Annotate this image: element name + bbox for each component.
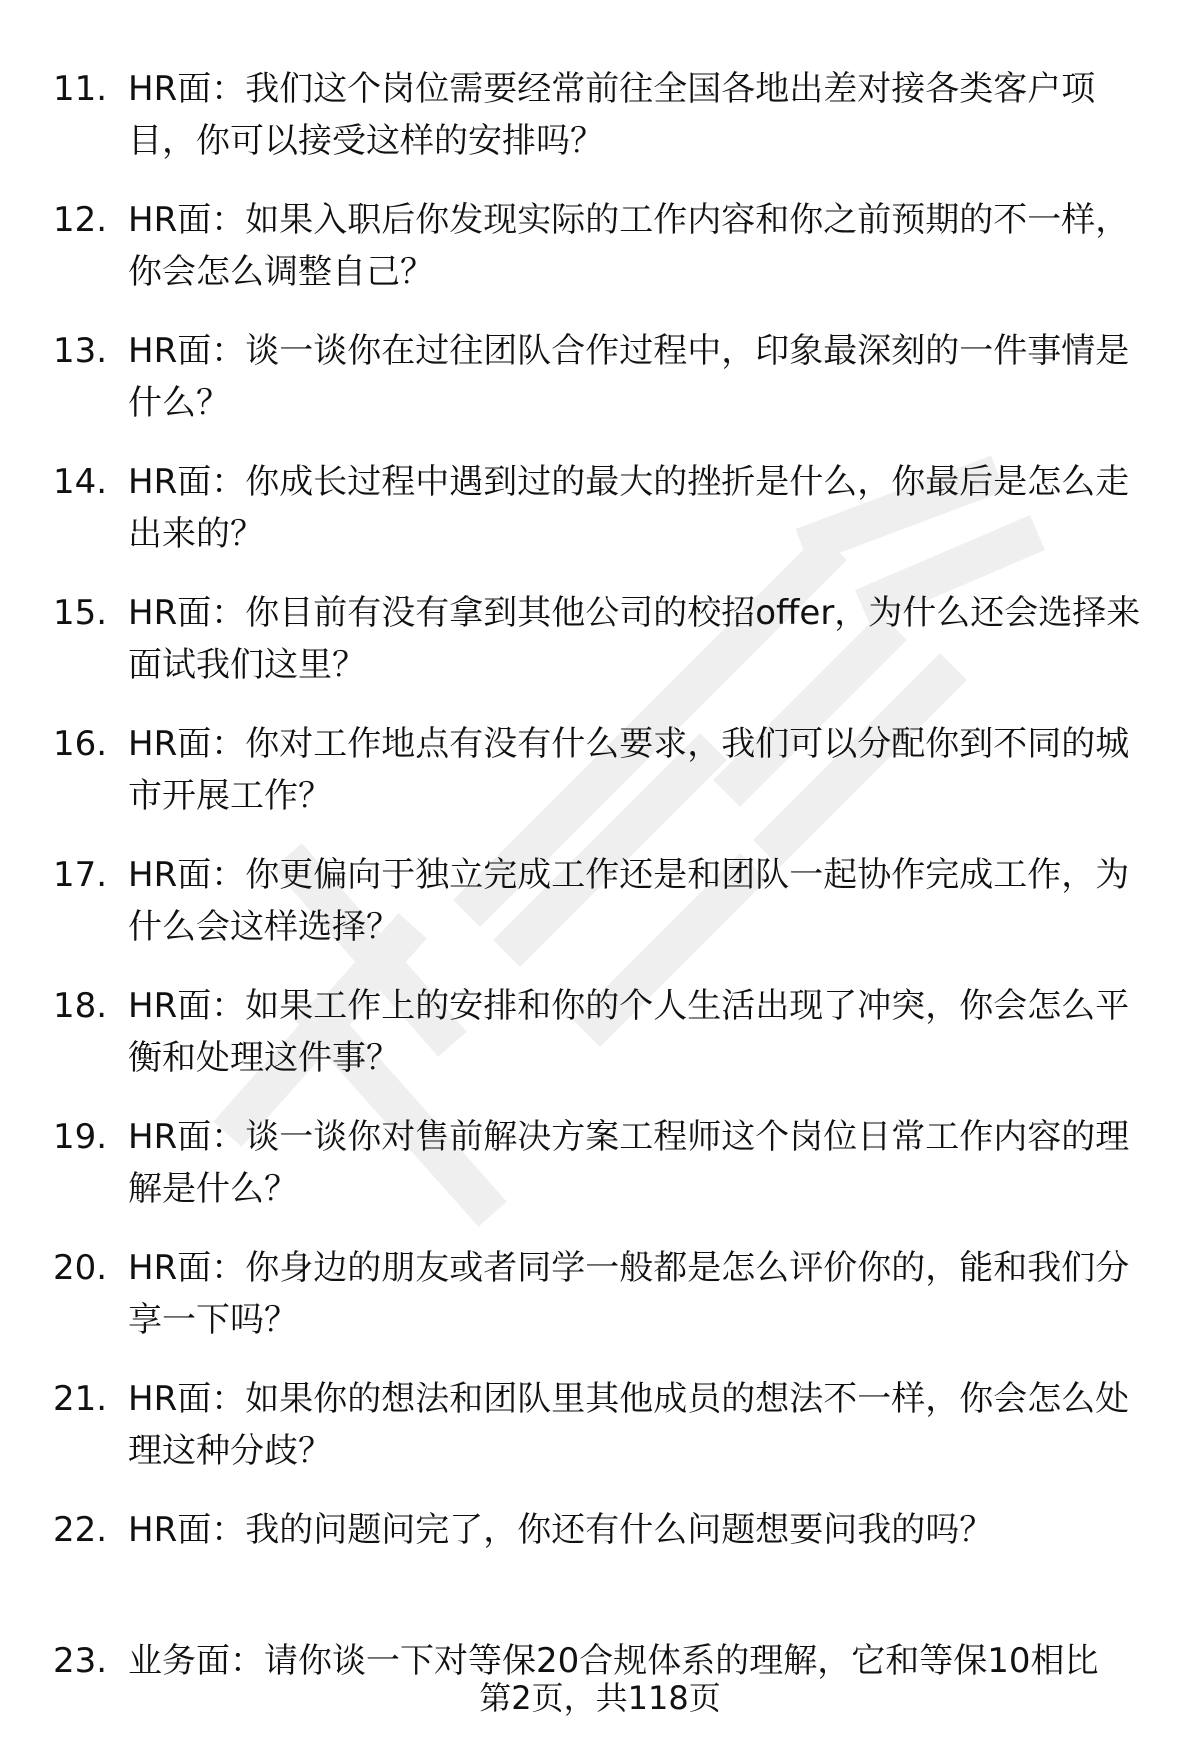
question-text: HR面：你目前有没有拿到其他公司的校招offer，为什么还会选择来面试我们这里？: [128, 593, 1141, 685]
question-text: HR面：谈一谈你在过往团队合作过程中，印象最深刻的一件事情是什么？: [128, 331, 1130, 423]
question-item: [0, 186, 1200, 317]
question-number: 21.: [53, 1379, 108, 1419]
question-number: 11.: [53, 69, 108, 109]
question-number: 12.: [53, 200, 108, 240]
question-text: HR面：你成长过程中遇到过的最大的挫折是什么，你最后是怎么走出来的？: [128, 462, 1130, 554]
question-number: 19.: [53, 1117, 108, 1157]
question-number: 15.: [53, 593, 108, 633]
question-text: HR面：谈一谈你对售前解决方案工程师这个岗位日常工作内容的理解是什么？: [128, 1117, 1130, 1209]
question-item: [0, 841, 1200, 972]
question-text: HR面：如果入职后你发现实际的工作内容和你之前预期的不一样，你会怎么调整自己？: [128, 200, 1130, 292]
question-item: [0, 972, 1200, 1103]
question-number: 17.: [53, 855, 108, 895]
question-item: [0, 55, 1200, 186]
question-item: [0, 1365, 1200, 1496]
question-text: 业务面：请你谈一下对等保20合规体系的理解，它和等保10相比: [128, 1641, 1099, 1681]
question-item: [0, 1496, 1200, 1627]
question-number: 14.: [53, 462, 108, 502]
question-number: 22.: [53, 1510, 108, 1550]
question-text: HR面：你身边的朋友或者同学一般都是怎么评价你的，能和我们分享一下吗？: [128, 1248, 1130, 1340]
page-footer: 第2页，共118页: [479, 1679, 721, 1717]
question-text: HR面：你更偏向于独立完成工作还是和团队一起协作完成工作，为什么会这样选择？: [128, 855, 1130, 947]
question-item: [0, 710, 1200, 841]
question-item: [0, 448, 1200, 579]
question-item: [0, 317, 1200, 448]
question-number: 16.: [53, 724, 108, 764]
question-item: [0, 579, 1200, 710]
question-number: 18.: [53, 986, 108, 1026]
question-number: 23.: [53, 1641, 108, 1681]
question-number: 13.: [53, 331, 108, 371]
question-text: HR面：你对工作地点有没有什么要求，我们可以分配你到不同的城市开展工作？: [128, 724, 1130, 816]
question-text: HR面：如果工作上的安排和你的个人生活出现了冲突，你会怎么平衡和处理这件事？: [128, 986, 1130, 1078]
question-number: 20.: [53, 1248, 108, 1288]
question-item: [0, 1234, 1200, 1365]
question-item: [0, 1103, 1200, 1234]
question-text: HR面：我的问题问完了，你还有什么问题想要问我的吗？: [128, 1510, 994, 1550]
question-list: [0, 55, 1200, 1758]
question-text: HR面：如果你的想法和团队里其他成员的想法不一样，你会怎么处理这种分歧？: [128, 1379, 1130, 1471]
question-text: HR面：我们这个岗位需要经常前往全国各地出差对接各类客户项目，你可以接受这样的安排吗？: [128, 69, 1096, 161]
